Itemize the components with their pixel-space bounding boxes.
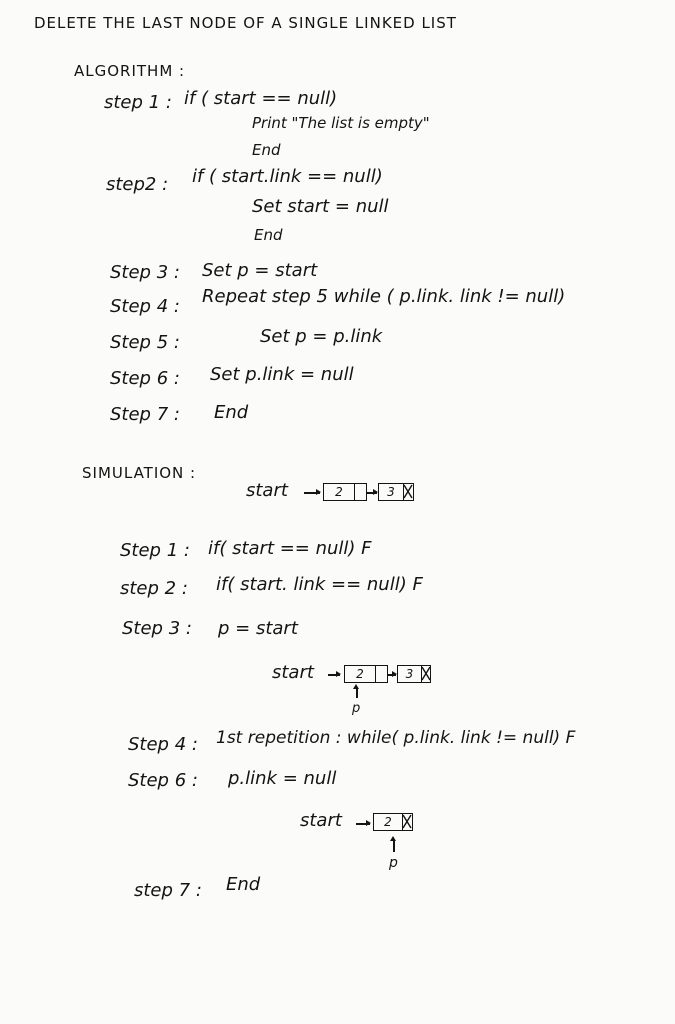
- simulation-heading: SIMULATION :: [82, 464, 197, 482]
- pointer-label: p: [352, 701, 361, 716]
- linked-list-diagram-2: [272, 660, 442, 720]
- node-2-data: 3: [405, 667, 414, 681]
- sim-step1-body: if( start == null) F: [208, 538, 372, 559]
- pointer-label: p: [389, 855, 398, 871]
- step2-condition: if ( start.link == null): [192, 166, 383, 187]
- node-1-data: 2: [384, 815, 392, 829]
- node-divider: [354, 484, 355, 500]
- step6-label: Step 6 :: [110, 368, 180, 389]
- node-2: [397, 665, 431, 683]
- link-arrow: [388, 674, 396, 676]
- page-title: DELETE THE LAST NODE OF A SINGLE LINKED LIST: [34, 14, 457, 32]
- sim-step2-label: step 2 :: [120, 578, 188, 599]
- null-cross-icon: [421, 666, 431, 682]
- sim-step4-label: Step 4 :: [128, 734, 198, 755]
- sim-step7-label: step 7 :: [134, 880, 202, 901]
- step2-set: Set start = null: [252, 196, 389, 217]
- sim-step6-label: Step 6 :: [128, 770, 198, 791]
- node-1: [373, 813, 413, 831]
- start-arrow: [304, 492, 320, 494]
- step1-print: Print "The list is empty": [252, 114, 430, 132]
- start-label: start: [300, 810, 342, 831]
- start-arrow: [328, 674, 340, 676]
- step3-label: Step 3 :: [110, 262, 180, 283]
- step2-label: step2 :: [106, 174, 169, 195]
- sim-step3-label: Step 3 :: [122, 618, 192, 639]
- node-1-data: 2: [356, 667, 364, 681]
- node-divider: [375, 666, 376, 682]
- step6-body: Set p.link = null: [210, 364, 354, 385]
- step7-label: Step 7 :: [110, 404, 180, 425]
- start-arrow: [356, 823, 370, 825]
- node-2-data: 3: [387, 485, 395, 499]
- null-cross-icon: [403, 484, 413, 500]
- pointer-arrow: [393, 840, 395, 852]
- sim-step6-body: p.link = null: [228, 768, 337, 789]
- step5-body: Set p = p.link: [260, 326, 383, 347]
- step5-label: Step 5 :: [110, 332, 180, 353]
- null-cross-icon: [402, 814, 412, 830]
- node-1-data: 2: [335, 485, 343, 499]
- linked-list-diagram-3: [300, 808, 440, 878]
- sim-step7-body: End: [226, 874, 261, 895]
- step2-end: End: [254, 226, 283, 244]
- sim-step1-label: Step 1 :: [120, 540, 190, 561]
- node-1: [344, 665, 388, 683]
- step7-body: End: [214, 402, 249, 423]
- algorithm-heading: ALGORITHM :: [74, 62, 186, 80]
- sim-step4-body: 1st repetition : while( p.link. link != null) F: [216, 728, 576, 748]
- step4-label: Step 4 :: [110, 296, 180, 317]
- step1-label: step 1 :: [104, 92, 172, 113]
- step4-body: Repeat step 5 while ( p.link. link != null): [202, 286, 566, 307]
- step3-body: Set p = start: [202, 260, 318, 281]
- sim-step2-body: if( start. link == null) F: [216, 574, 423, 595]
- node-1: [323, 483, 367, 501]
- start-label: start: [272, 662, 314, 683]
- link-arrow: [367, 492, 377, 494]
- sim-step3-body: p = start: [218, 618, 298, 639]
- step1-condition: if ( start == null): [184, 88, 338, 109]
- step1-end: End: [252, 141, 281, 159]
- start-label: start: [246, 480, 288, 501]
- linked-list-diagram-1: [246, 480, 426, 506]
- pointer-arrow: [356, 688, 358, 698]
- node-2: [378, 483, 414, 501]
